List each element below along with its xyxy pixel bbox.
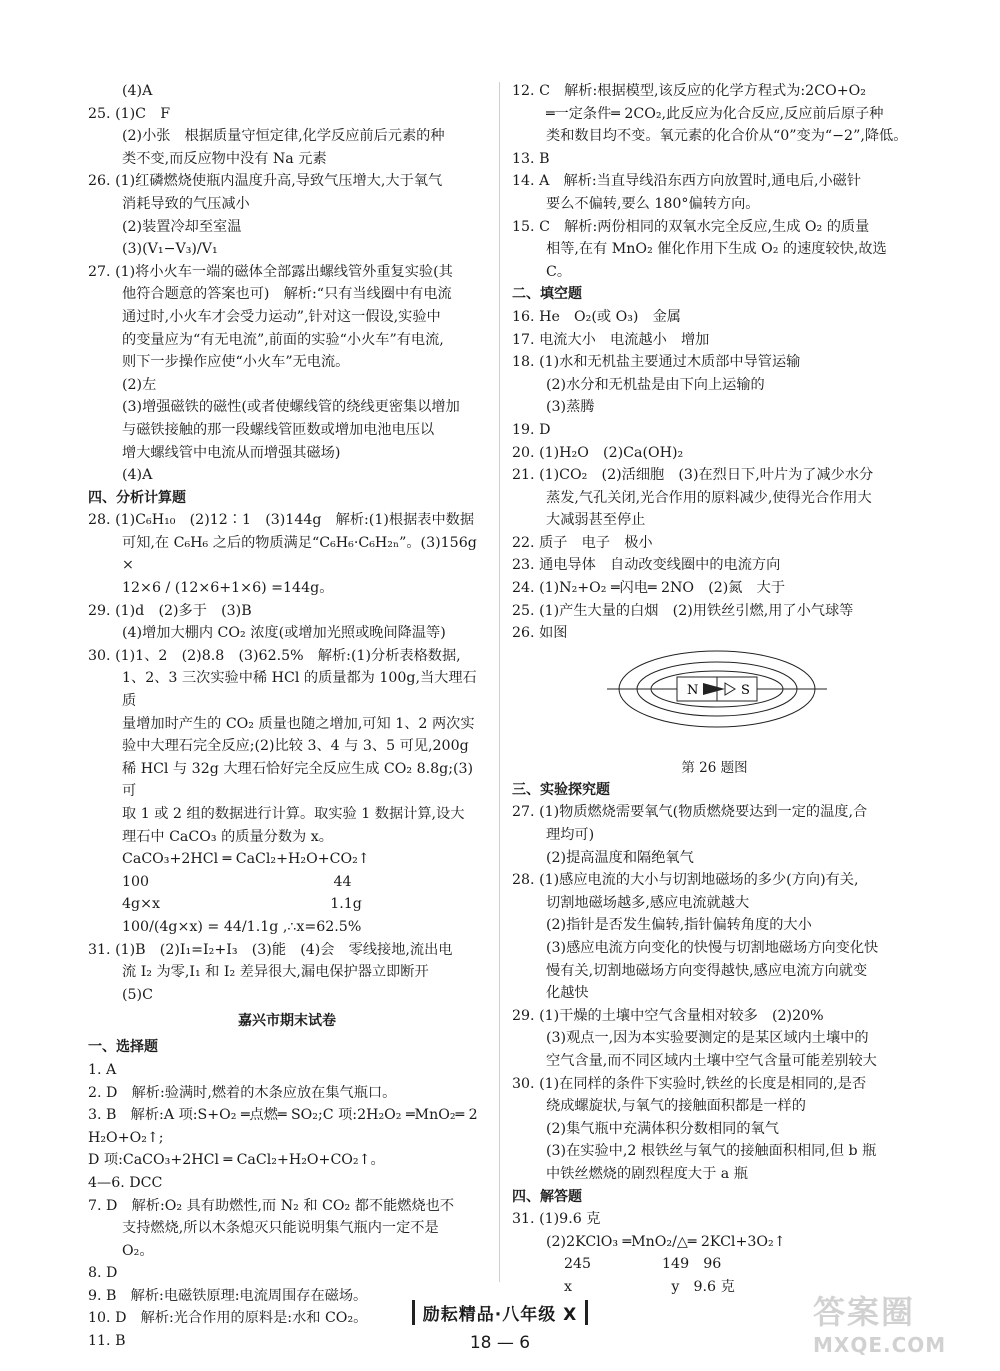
- answer-line: 理石中 CaCO₃ 的质量分数为 x。: [122, 828, 333, 845]
- answer-line: D 项:CaCO₃+2HCl ═ CaCl₂+H₂O+CO₂↑。: [88, 1152, 385, 1169]
- figure-caption: 第 26 题图: [681, 759, 748, 776]
- answer-line: 17. 电流大小 电流越小 增加: [512, 331, 710, 348]
- answer-line: (2)水分和无机盐是由下向上运输的: [546, 376, 765, 393]
- answer-line: 2. D 解析:验满时,燃着的木条应放在集气瓶口。: [88, 1084, 397, 1101]
- answer-line: 28. (1)感应电流的大小与切割地磁场的多少(方向)有关,: [512, 872, 859, 889]
- answer-line: 16. He O₂(或 O₃) 金属: [512, 308, 681, 325]
- answer-line: (3)观点一,因为本实验要测定的是某区域内土壤中的: [546, 1030, 869, 1047]
- answer-line: (2)集气瓶中充满体积分数相同的氧气: [546, 1120, 779, 1137]
- answer-line: 25. (1)产生大量的白烟 (2)用铁丝引燃,用了小气球等: [512, 602, 854, 619]
- answer-line: 26. (1)红磷燃烧使瓶内温度升高,导致气压增大,大于氧气: [88, 173, 443, 190]
- figure-26: [512, 645, 917, 757]
- answer-line: 要么不偏转,要么 180°偏转方向。: [546, 195, 760, 212]
- answer-line: 空气含量,而不同区域内土壤中空气含量可能差别较大: [546, 1052, 877, 1069]
- answer-line: CaCO₃+2HCl ═ CaCl₂+H₂O+CO₂↑: [122, 851, 370, 868]
- answer-line: 大减弱甚至停止: [546, 512, 646, 529]
- answer-line: 27. (1)将小火车一端的磁体全部露出螺线管外重复实验(其: [88, 263, 453, 280]
- section-heading: 四、解答题: [512, 1188, 582, 1205]
- answer-line: 消耗导致的气压减小: [122, 195, 250, 212]
- right-column-top: [512, 80, 917, 645]
- exam-title: 嘉兴市期末试卷: [238, 1013, 336, 1030]
- answer-line: (2)2KClO₃ ═MnO₂/△═ 2KCl+3O₂↑: [546, 1233, 786, 1250]
- answer-line: 4g×x 1.1g: [122, 896, 362, 913]
- answer-line: 取 1 或 2 组的数据进行计算。取实验 1 数据计算,设大: [122, 806, 465, 822]
- answer-line: 9. B 解析:电磁铁原理:电流周围存在磁场。: [88, 1287, 368, 1304]
- answer-line: (4)增加大棚内 CO₂ 浓度(或增加光照或晚间降温等): [122, 625, 446, 642]
- answer-line: 18. (1)水和无机盐主要通过木质部中导管运输: [512, 354, 801, 371]
- answer-line: 类不变,而反应物中没有 Na 元素: [122, 150, 327, 167]
- answer-line: 则下一步操作应使“小火车”无电流。: [122, 354, 350, 371]
- answer-line: 19. D: [512, 421, 551, 438]
- answer-line: 切割地磁场越多,感应电流就越大: [546, 894, 750, 911]
- answer-line: 28. (1)C₆H₁₀ (2)12∶1 (3)144g 解析:(1)根据表中数据: [88, 512, 475, 529]
- answer-line: (4)A: [122, 467, 153, 484]
- answer-line: 30. (1)在同样的条件下实验时,铁丝的长度是相同的,是否: [512, 1075, 867, 1092]
- left-column: [88, 80, 486, 1353]
- answer-line: (3)在实验中,2 根铁丝与氧气的接触面积相同,但 b 瓶: [546, 1143, 877, 1160]
- answer-line: (4)A: [122, 83, 153, 99]
- answer-line: 增大螺线管中电流从而增强其磁场): [122, 444, 341, 461]
- answer-line: 20. (1)H₂O (2)Ca(OH)₂: [512, 444, 684, 461]
- answer-line: 可知,在 C₆H₆ 之后的物质满足“C₆H₆·C₆H₂ₙ”。(3)156g×: [122, 534, 477, 574]
- column-divider: [499, 82, 500, 1282]
- answer-line: 30. (1)1、2 (2)8.8 (3)62.5% 解析:(1)分析表格数据,: [88, 647, 461, 664]
- answer-line: 中铁丝燃烧的剧烈程度大于 a 瓶: [546, 1165, 748, 1182]
- answer-line: 与磁铁接触的那一段螺线管匝数或增加电池电压以: [122, 421, 435, 438]
- section-heading: 二、填空题: [512, 286, 582, 303]
- section-heading: 四、分析计算题: [88, 489, 186, 506]
- answer-line: (3)感应电流方向变化的快慢与切割地磁场方向变化快: [546, 940, 879, 956]
- answer-line: (2)装置冷却至室温: [122, 218, 242, 235]
- answer-line: (3)蒸腾: [546, 399, 595, 416]
- answer-line: (3)增强磁铁的磁性(或者使螺线管的绕线更密集以增加: [122, 399, 460, 416]
- answer-line: 10. D 解析:光合作用的原料是:水和 CO₂。: [88, 1310, 368, 1327]
- section-heading: 三、实验探究题: [512, 781, 610, 798]
- answer-line: 31. (1)9.6 克: [512, 1211, 601, 1228]
- answer-line: 22. 质子 电子 极小: [512, 534, 653, 551]
- answer-line: 绕成螺旋状,与氧气的接触面积都是一样的: [546, 1098, 806, 1115]
- watermark-logo: [813, 1287, 988, 1367]
- magnet-s-label: S: [741, 682, 750, 698]
- answer-line: 支持燃烧,所以木条熄灭只能说明集气瓶内一定不是: [122, 1220, 439, 1237]
- answer-line: 量增加时产生的 CO₂ 质量也随之增加,可知 1、2 两次实: [122, 715, 475, 732]
- right-column: [512, 80, 917, 1299]
- answer-line: 的变量应为“有无电流”,前面的实验“小火车”有电流,: [122, 331, 444, 348]
- answer-line: 4—6. DCC: [88, 1174, 163, 1191]
- answer-line: 26. 如图: [512, 625, 568, 642]
- answer-line: 1. A: [88, 1061, 117, 1078]
- answer-line: 11. B: [88, 1333, 126, 1350]
- answer-line: 验中大理石完全反应;(2)比较 3、4 与 3、5 可见,200g: [122, 738, 469, 755]
- right-column-bottom: [512, 779, 917, 1299]
- answer-line: 7. D 解析:O₂ 具有助燃性,而 N₂ 和 CO₂ 都不能燃烧也不: [88, 1197, 455, 1214]
- answer-line: 蒸发,气孔关闭,光合作用的原料减少,使得光合作用大: [546, 489, 872, 506]
- answer-line: 100/(4g×x) = 44/1.1g ,∴x=62.5%: [122, 918, 362, 935]
- answer-line: 15. C 解析:两份相同的双氧水完全反应,生成 O₂ 的质量: [512, 218, 870, 235]
- answer-line: 化越快: [546, 985, 589, 1002]
- answer-line: 29. (1)d (2)多于 (3)B: [88, 602, 252, 619]
- answer-line: O₂。: [122, 1242, 154, 1259]
- answer-line: 29. (1)干燥的土壤中空气含量相对较多 (2)20%: [512, 1007, 824, 1024]
- answer-line: 245 149 96: [564, 1256, 722, 1273]
- answer-line: 3. B 解析:A 项:S+O₂ ═点燃═ SO₂;C 项:2H₂O₂ ═MnO₂═ 2H₂O+O₂↑;: [88, 1107, 478, 1146]
- answer-line: 1、2、3 三次实验中稀 HCl 的质量都为 100g,当大理石质: [122, 670, 477, 710]
- answer-line: ═一定条件═ 2CO₂,此反应为化合反应,反应前后原子种: [546, 105, 884, 122]
- footer-brand: 励耘精品·八年级 X: [412, 1300, 588, 1325]
- answer-line: 理均可): [546, 827, 595, 844]
- answer-line: (2)小张 根据质量守恒定律,化学反应前后元素的种: [122, 128, 445, 145]
- answer-line: (3)(V₁−V₃)/V₁: [122, 241, 218, 258]
- answer-line: 25. (1)C F: [88, 105, 171, 122]
- page-number: 18 — 6: [469, 1333, 531, 1353]
- watermark-bottom: MXQE.COM: [813, 1333, 947, 1357]
- answer-line: (2)提高温度和隔绝氧气: [546, 849, 694, 866]
- answer-line: 13. B: [512, 150, 550, 167]
- answer-line: 慢有关,切割地磁场方向变得越快,感应电流方向就变: [546, 962, 868, 979]
- answer-line: 相等,在有 MnO₂ 催化作用下生成 O₂ 的速度较快,故选: [546, 241, 887, 258]
- answer-line: 14. A 解析:当直导线沿东西方向放置时,通电后,小磁针: [512, 173, 862, 190]
- answer-line: 24. (1)N₂+O₂ ═闪电═ 2NO (2)氮 大于: [512, 580, 786, 597]
- answer-line: 21. (1)CO₂ (2)活细胞 (3)在烈日下,叶片为了减少水分: [512, 467, 874, 484]
- answer-line: 流 I₂ 为零,I₁ 和 I₂ 差异很大,漏电保护器立即断开: [122, 964, 429, 981]
- answer-line: 通过时,小火车才会受力运动”,针对这一假设,实验中: [122, 308, 441, 325]
- magnet-field-diagram: [607, 647, 827, 732]
- answer-line: 31. (1)B (2)I₁=I₂+I₃ (3)能 (4)会 零线接地,流出电: [88, 941, 453, 958]
- watermark-top: 答案圈: [813, 1293, 916, 1331]
- answer-line: 他符合题意的答案也可) 解析:“只有当线圈中有电流: [122, 286, 452, 303]
- answer-line: (2)指针是否发生偏转,指针偏转角度的大小: [546, 917, 812, 934]
- answer-line: 类和数目均不变。氧元素的化合价从“0”变为“−2”,降低。: [546, 128, 908, 145]
- answer-line: (2)左: [122, 376, 157, 393]
- answer-line: (5)C: [122, 986, 153, 1003]
- answer-line: 27. (1)物质燃烧需要氧气(物质燃烧要达到一定的温度,合: [512, 804, 868, 821]
- answer-line: 12. C 解析:根据模型,该反应的化学方程式为:2CO+O₂: [512, 83, 866, 99]
- answer-line: 12×6 / (12×6+1×6) =144g。: [122, 580, 334, 597]
- answer-line: 100 44: [122, 873, 352, 890]
- magnet-n-label: N: [687, 682, 699, 698]
- answer-line: x y 9.6 克: [564, 1278, 735, 1295]
- section-heading: 一、选择题: [88, 1039, 158, 1056]
- answer-line: 23. 通电导体 自动改变线圈中的电流方向: [512, 557, 781, 574]
- answer-line: 稀 HCl 与 32g 大理石恰好完全反应生成 CO₂ 8.8g;(3)可: [122, 760, 474, 800]
- answer-line: C。: [546, 263, 572, 280]
- answer-line: 8. D: [88, 1265, 118, 1282]
